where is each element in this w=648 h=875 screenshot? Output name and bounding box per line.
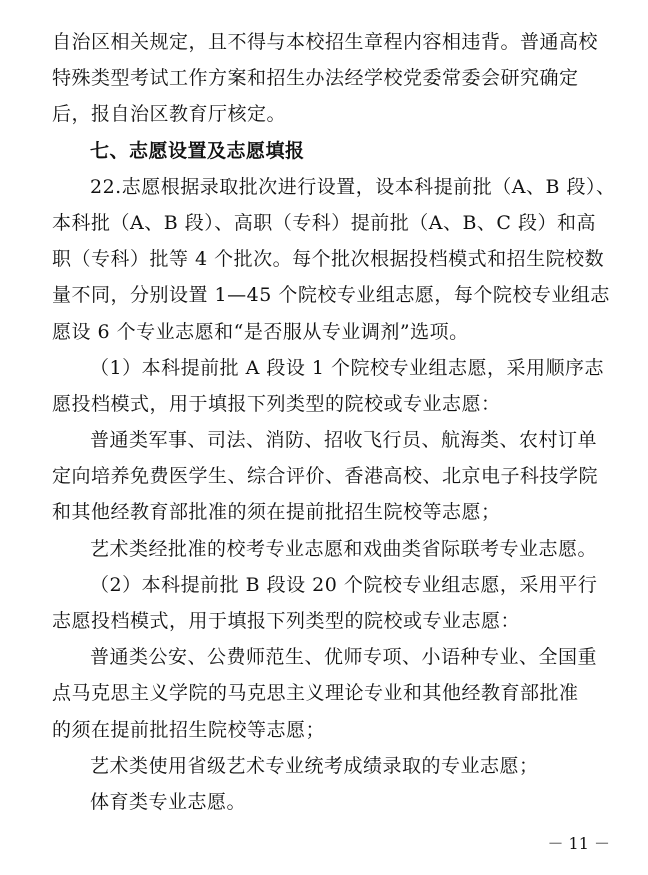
- paragraph-22-line-3: 职（专科）批等 4 个批次。每个批次根据投档模式和招生院校数: [52, 248, 605, 271]
- document-body: [52, 24, 616, 820]
- paragraph-22-line-5: 愿设 6 个专业志愿和“是否服从专业调剂”选项。: [52, 320, 469, 343]
- item-1-line-1: （1）本科提前批 A 段设 1 个院校专业组志愿，采用顺序志: [90, 356, 605, 379]
- item-2-general-line-2: 点马克思主义学院的马克思主义理论专业和其他经教育部批准: [52, 682, 579, 705]
- page-number: － 11 －: [547, 834, 610, 853]
- section-heading: 七、志愿设置及志愿填报: [90, 139, 305, 162]
- item-1-general-line-1: 普通类军事、司法、消防、招收飞行员、航海类、农村订单: [90, 429, 598, 452]
- item-2-line-1: （2）本科提前批 B 段设 20 个院校专业组志愿，采用平行: [90, 573, 598, 596]
- item-2-general-line-3: 的须在提前批招生院校等志愿；: [52, 718, 326, 741]
- item-2-art-line: 艺术类使用省级艺术专业统考成绩录取的专业志愿；: [90, 754, 539, 777]
- item-1-line-2: 愿投档模式，用于填报下列类型的院校或专业志愿：: [52, 392, 501, 415]
- body-line-2: 特殊类型考试工作方案和招生办法经学校党委常委会研究确定: [52, 67, 579, 90]
- item-2-general-line-1: 普通类公安、公费师范生、优师专项、小语种专业、全国重: [90, 646, 598, 669]
- body-line-3: 后，报自治区教育厅核定。: [52, 103, 287, 126]
- item-2-sports-line: 体育类专业志愿。: [90, 790, 247, 813]
- item-2-line-2: 志愿投档模式，用于填报下列类型的院校或专业志愿：: [52, 610, 521, 632]
- body-line-1: 自治区相关规定，且不得与本校招生章程内容相违背。普通高校: [52, 31, 599, 53]
- paragraph-22-line-4: 量不同，分别设置 1—45 个院校专业组志愿，每个院校专业组志: [52, 284, 610, 307]
- paragraph-22-line-2: 本科批（A、B 段）、高职（专科）提前批（A、B、C 段）和高: [52, 211, 596, 234]
- item-1-art-line: 艺术类经批准的校考专业志愿和戏曲类省际联考专业志愿。: [90, 537, 598, 560]
- paragraph-22-line-1: 22.志愿根据录取批次进行设置，设本科提前批（A、B 段）、: [90, 175, 616, 198]
- item-1-general-line-3: 和其他经教育部批准的须在提前批招生院校等志愿；: [52, 501, 501, 524]
- item-1-general-line-2: 定向培养免费医学生、综合评价、香港高校、北京电子科技学院: [52, 465, 599, 488]
